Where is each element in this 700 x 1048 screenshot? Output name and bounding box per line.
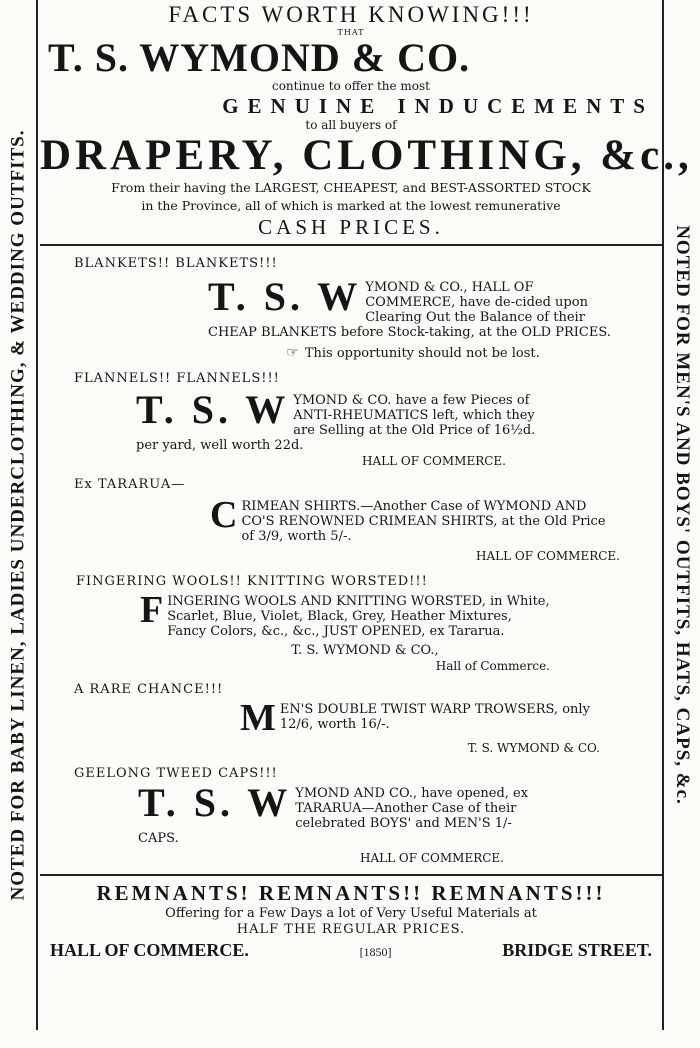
divider bbox=[40, 244, 662, 246]
trowsers-heading: A RARE CHANCE!!! bbox=[74, 682, 224, 697]
facts-heading: FACTS WORTH KNOWING!!! bbox=[168, 2, 534, 27]
remnants-line-1: Offering for a Few Days a lot of Very Useful Materials at bbox=[165, 906, 537, 921]
blankets-note-row bbox=[208, 346, 618, 361]
left-side-banner bbox=[0, 0, 38, 1030]
cash-prices: CASH PRICES. bbox=[258, 215, 444, 239]
company-name: T. S. WYMOND & CO. bbox=[48, 35, 471, 80]
trowsers-signature: T. S. WYMOND & CO. bbox=[467, 741, 600, 755]
footer bbox=[40, 940, 662, 961]
from-line: From their having the LARGEST, CHEAPEST, and BEST-ASSORTED STOCK bbox=[111, 180, 591, 195]
blankets-heading: BLANKETS!! BLANKETS!!! bbox=[74, 256, 278, 271]
caps-signature: HALL OF COMMERCE. bbox=[359, 851, 504, 865]
section-crimean bbox=[40, 477, 662, 564]
section-wools bbox=[40, 574, 662, 674]
section-caps bbox=[40, 766, 662, 866]
right-side-text: NOTED FOR MEN'S AND BOYS' OUTFITS, HATS, CAPS, &c. bbox=[672, 225, 694, 805]
wools-drop-initial: F bbox=[140, 589, 164, 631]
remnants-heading: REMNANTS! REMNANTS!! REMNANTS!!! bbox=[96, 881, 606, 905]
wools-signature-1: T. S. WYMOND & CO., bbox=[291, 643, 439, 658]
footer-mid: [1850] bbox=[359, 945, 392, 959]
wools-signature-2: Hall of Commerce. bbox=[435, 659, 550, 673]
flannels-signature: HALL OF COMMERCE. bbox=[361, 454, 506, 468]
pointing-hand-icon: ☞ bbox=[286, 345, 299, 361]
caps-text: YMOND AND CO., have opened, ex TARARUA—Another Case of their celebrated BOYS' and MEN'S 1/- CAPS. bbox=[138, 786, 529, 846]
blankets-text: YMOND & CO., HALL OF COMMERCE, have de-cided upon Clearing Out the Balance of their CHEAP BLANKETS before Stock-taking, at the OLD PRICES. bbox=[208, 280, 611, 340]
wools-heading: FINGERING WOOLS!! KNITTING WORSTED!!! bbox=[76, 574, 428, 589]
flannels-text: YMOND & CO. have a few Pieces of ANTI-RHEUMATICS left, which they are Selling at the Old Price of 16½d. per yard, well worth 22d. bbox=[136, 393, 536, 453]
flannels-heading: FLANNELS!! FLANNELS!!! bbox=[74, 371, 280, 386]
section-flannels bbox=[40, 371, 662, 469]
crimean-text: RIMEAN SHIRTS.—Another Case of WYMOND AND CO'S RENOWNED CRIMEAN SHIRTS, at the Old Price of 3/9, worth 5/-. bbox=[241, 499, 606, 544]
buyers-line: to all buyers of bbox=[305, 118, 397, 132]
that-line: THAT bbox=[337, 28, 365, 37]
province-line: in the Province, all of which is marked at the lowest remunerative bbox=[141, 198, 561, 213]
crimean-signature: HALL OF COMMERCE. bbox=[475, 549, 620, 563]
divider-bottom bbox=[40, 874, 662, 876]
trowsers-drop-initial: M bbox=[240, 697, 276, 739]
crimean-drop-initial: C bbox=[210, 494, 238, 536]
remnants-line-2: HALF THE REGULAR PRICES. bbox=[236, 922, 466, 937]
trowsers-text: EN'S DOUBLE TWIST WARP TROWSERS, only 12/6, worth 16/-. bbox=[279, 702, 590, 732]
left-side-text: NOTED FOR BABY LINEN, LADIES UNDERCLOTHING, & WEDDING OUTFITS. bbox=[7, 129, 29, 901]
section-trowsers bbox=[40, 682, 662, 756]
blankets-drop-initial: T. S. W bbox=[208, 274, 362, 319]
caps-heading: GEELONG TWEED CAPS!!! bbox=[74, 766, 278, 781]
genuine-inducements: GENUINE INDUCEMENTS bbox=[222, 94, 654, 118]
blankets-note: This opportunity should not be lost. bbox=[304, 346, 540, 361]
section-blankets bbox=[40, 256, 662, 361]
crimean-heading: Ex TARARUA— bbox=[74, 477, 186, 492]
flannels-drop-initial: T. S. W bbox=[136, 387, 290, 432]
drapery-clothing: DRAPERY, CLOTHING, &c., bbox=[40, 132, 693, 179]
wools-text: INGERING WOOLS AND KNITTING WORSTED, in White, Scarlet, Blue, Violet, Black, Grey, Heather Mixtures, Fancy Colors, &c., &c., JUST OPENED, ex Tararua. bbox=[167, 594, 550, 639]
continue-line: continue to offer the most bbox=[271, 79, 431, 93]
caps-drop-initial: T. S. W bbox=[138, 780, 292, 825]
footer-right: BRIDGE STREET. bbox=[502, 940, 652, 960]
footer-left: HALL OF COMMERCE. bbox=[50, 940, 249, 960]
